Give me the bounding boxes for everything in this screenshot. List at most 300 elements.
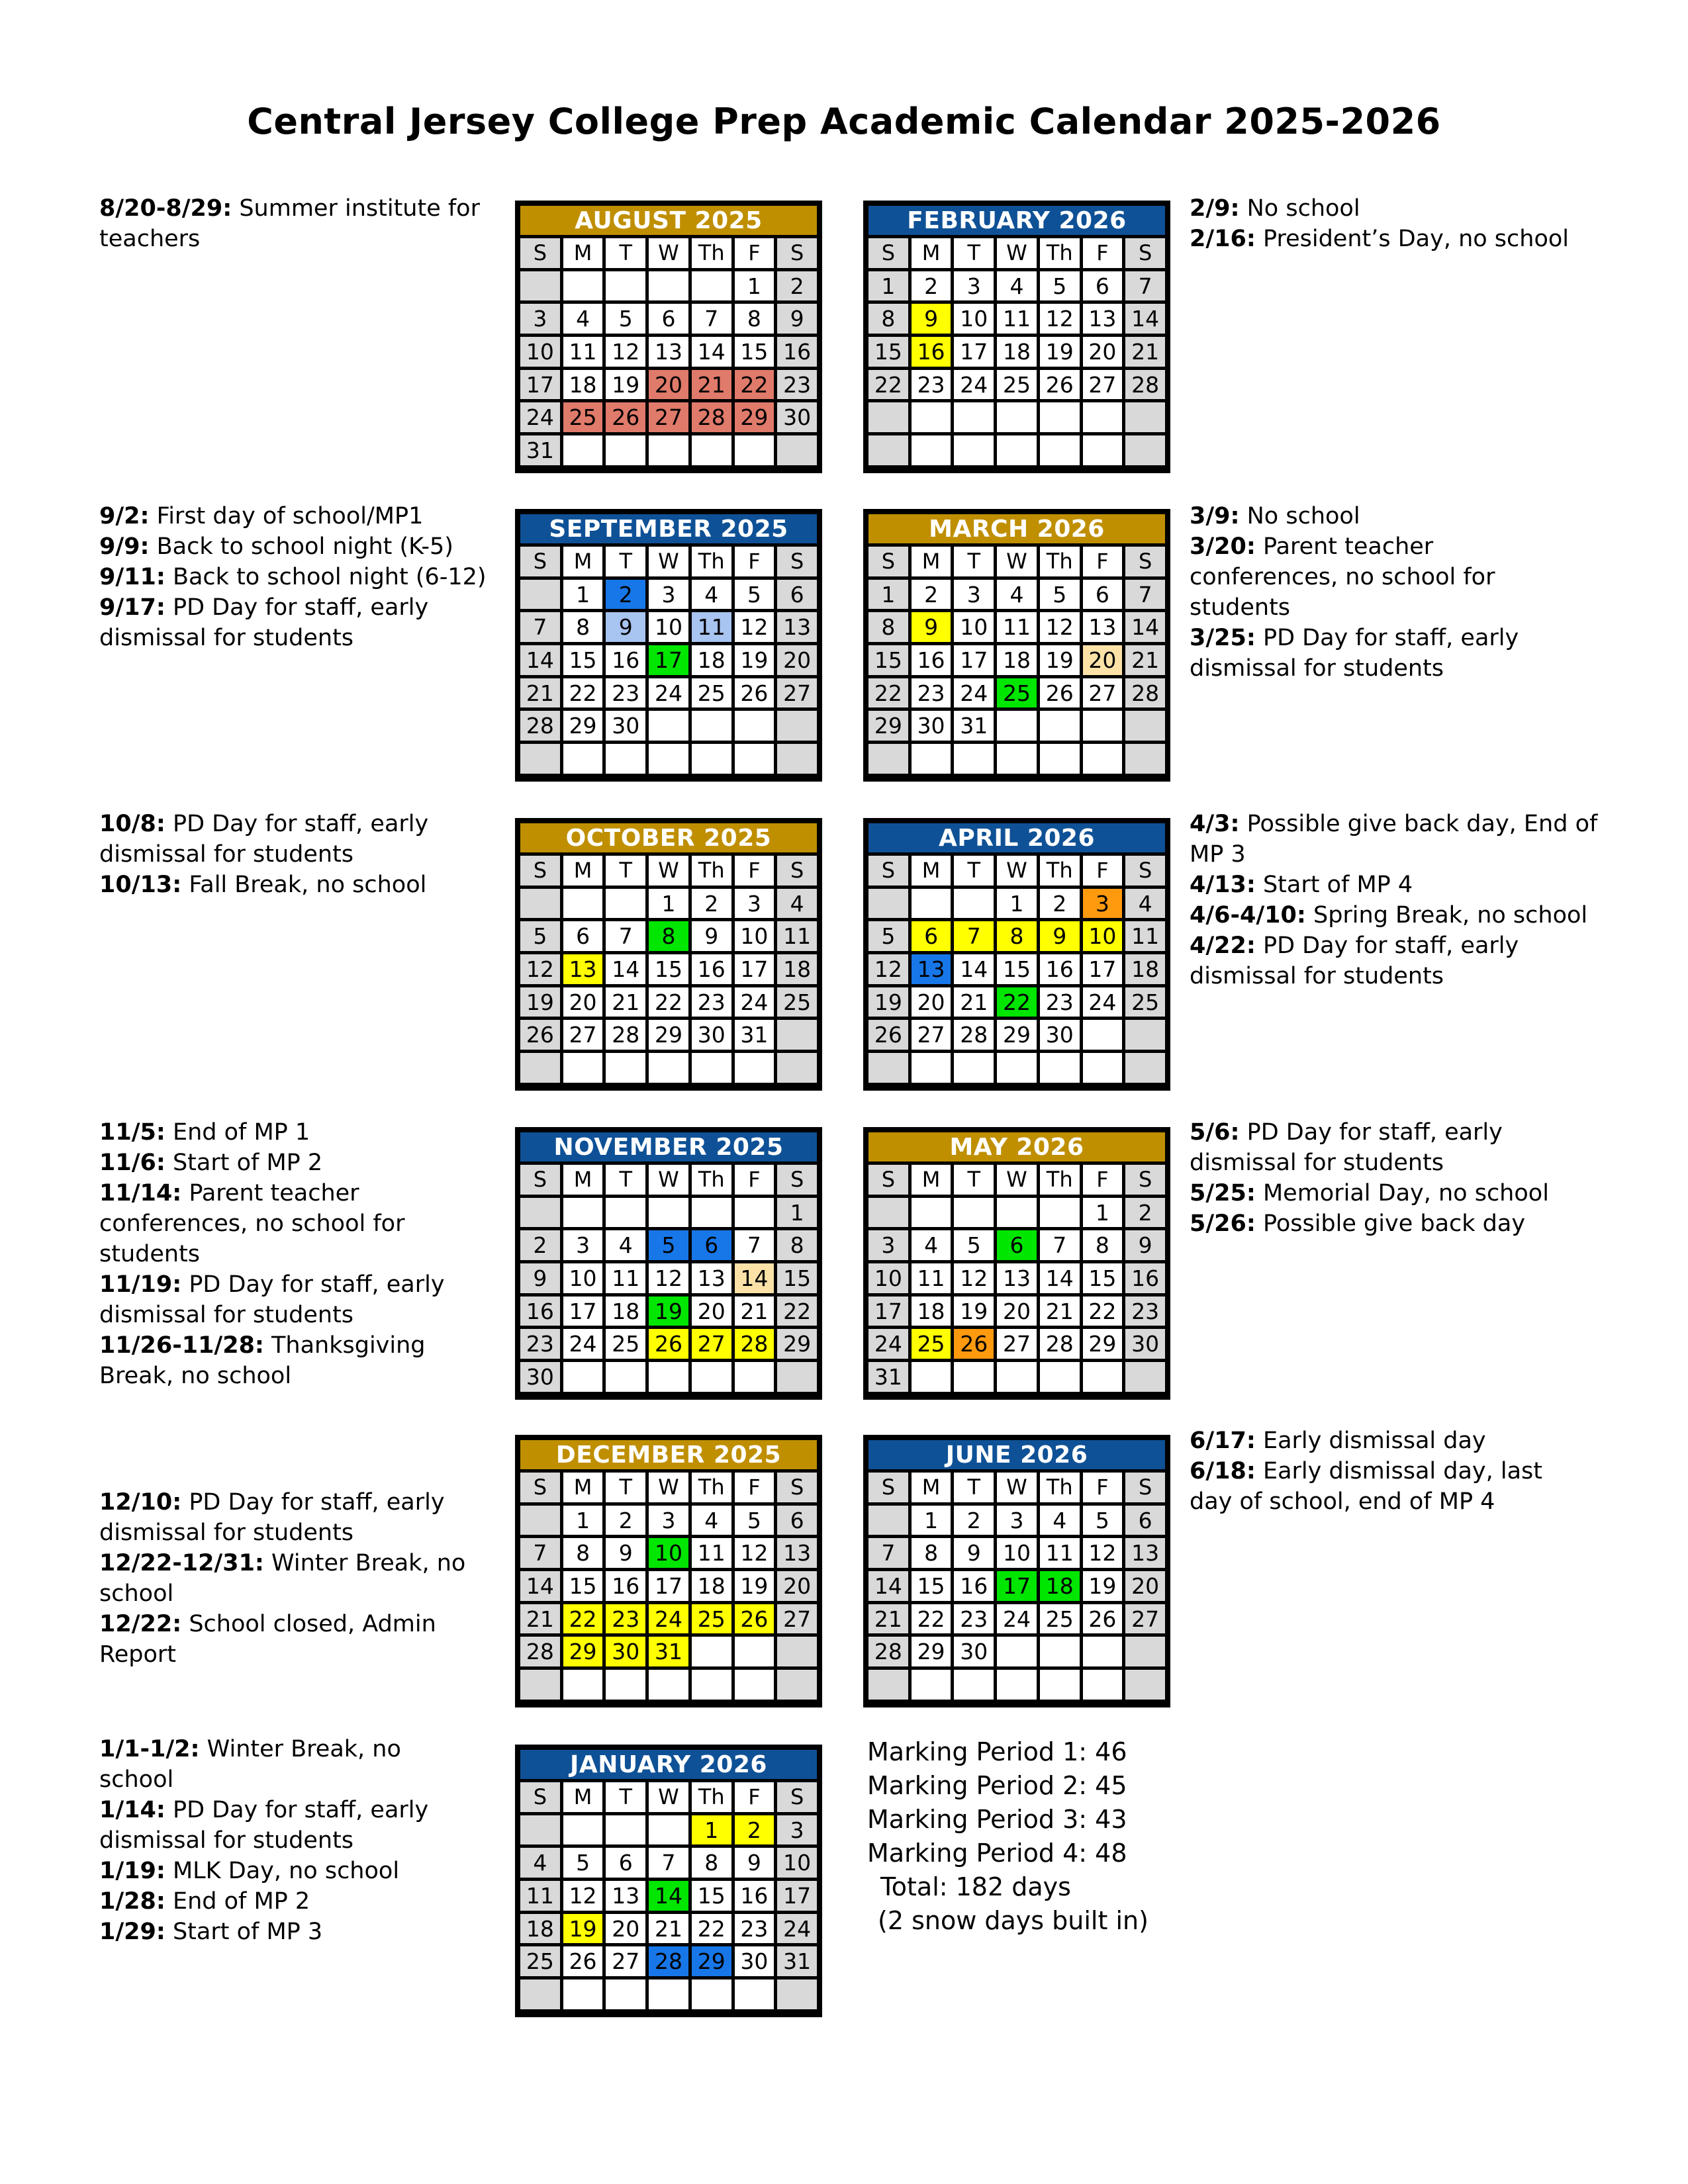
- day-cell: 19: [1040, 337, 1080, 367]
- day-cell: 6: [563, 921, 603, 951]
- day-cell: 30: [692, 1020, 731, 1050]
- empty-cell: [735, 1670, 774, 1700]
- day-cell: 21: [1040, 1297, 1080, 1326]
- empty-cell: [868, 889, 908, 919]
- empty-cell: [912, 1198, 951, 1228]
- day-cell: 11: [1125, 921, 1165, 951]
- weekday-label: Th: [1040, 547, 1080, 576]
- day-cell: 14: [954, 954, 994, 984]
- empty-cell: [606, 1362, 645, 1392]
- day-cell: 17: [868, 1297, 908, 1326]
- day-cell: 29: [997, 1020, 1037, 1050]
- day-cell: 22: [649, 987, 688, 1017]
- empty-cell: [997, 711, 1037, 741]
- weekday-label: F: [735, 238, 774, 268]
- day-cell: 20: [1083, 337, 1123, 367]
- weekday-label: F: [735, 1782, 774, 1812]
- day-cell-highlighted: 17: [649, 645, 688, 675]
- day-cell: 18: [563, 370, 603, 400]
- day-cell: 5: [1083, 1506, 1123, 1535]
- day-cell-highlighted: 25: [563, 402, 603, 432]
- empty-cell: [735, 435, 774, 465]
- note-text: Back to school night (6-12): [165, 564, 487, 590]
- day-cell: 7: [606, 921, 645, 951]
- day-cell-highlighted: 22: [997, 987, 1037, 1017]
- day-cell: 2: [777, 271, 817, 301]
- month-header: MAY 2026: [868, 1132, 1165, 1161]
- calendar-april-2026: [863, 818, 1170, 1091]
- empty-cell: [563, 1979, 603, 2009]
- day-cell: 5: [606, 304, 645, 334]
- empty-cell: [912, 1053, 951, 1083]
- day-cell: 26: [868, 1020, 908, 1050]
- day-cell: 11: [563, 337, 603, 367]
- day-cell: 13: [1125, 1538, 1165, 1568]
- note-date: 6/18:: [1190, 1458, 1256, 1484]
- day-cell-highlighted: 28: [735, 1329, 774, 1359]
- day-cell: 10: [777, 1848, 817, 1878]
- day-cell: 15: [563, 645, 603, 675]
- empty-cell: [563, 1362, 603, 1392]
- day-cell: 18: [1125, 954, 1165, 984]
- empty-cell: [606, 1979, 645, 2009]
- day-cell: 13: [1083, 304, 1123, 334]
- day-cell: 1: [1083, 1198, 1123, 1228]
- day-cell: 26: [1083, 1604, 1123, 1634]
- day-cell: 21: [735, 1297, 774, 1326]
- day-cell: 21: [606, 987, 645, 1017]
- day-cell: 17: [954, 337, 994, 367]
- weekday-label: W: [997, 1165, 1037, 1195]
- day-cell: 9: [692, 921, 731, 951]
- note-item: [1190, 870, 1600, 900]
- day-cell: 21: [520, 678, 560, 708]
- calendar-may-2026: [863, 1127, 1170, 1400]
- day-cell-highlighted: 21: [692, 370, 731, 400]
- weekday-label: T: [606, 547, 645, 576]
- day-cell: 27: [997, 1329, 1037, 1359]
- day-cell-highlighted: 6: [997, 1230, 1037, 1260]
- empty-cell: [1083, 744, 1123, 774]
- day-cell: 30: [954, 1637, 994, 1666]
- day-cell: 17: [954, 645, 994, 675]
- note-date: 12/22:: [99, 1611, 182, 1637]
- day-cell: 31: [954, 711, 994, 741]
- note-date: 5/25:: [1190, 1180, 1256, 1206]
- day-cell: 5: [1040, 580, 1080, 610]
- notes-may: [1190, 1117, 1587, 1239]
- day-cell: 7: [735, 1230, 774, 1260]
- note-item: [1190, 1426, 1587, 1456]
- day-cell: 10: [954, 612, 994, 642]
- note-item: [99, 1117, 470, 1148]
- empty-cell: [1040, 1670, 1080, 1700]
- day-cell: 31: [777, 1946, 817, 1976]
- note-text: PD Day for staff, early dismissal for students: [1190, 625, 1519, 682]
- day-cell: 28: [1125, 370, 1165, 400]
- day-cell: 3: [997, 1506, 1037, 1535]
- day-cell: 18: [692, 1571, 731, 1601]
- weekday-label: Th: [1040, 856, 1080, 886]
- day-cell: 15: [649, 954, 688, 984]
- day-cell: 4: [520, 1848, 560, 1878]
- day-cell: 4: [606, 1230, 645, 1260]
- note-item: [99, 1548, 477, 1609]
- note-date: 4/3:: [1190, 811, 1240, 837]
- month-header: JANUARY 2026: [520, 1750, 817, 1779]
- note-item: [1190, 531, 1560, 623]
- day-cell: 18: [912, 1297, 951, 1326]
- weekday-label: S: [520, 238, 560, 268]
- day-cell-highlighted: 26: [649, 1329, 688, 1359]
- weekday-label: S: [1125, 238, 1165, 268]
- day-cell: 10: [868, 1263, 908, 1293]
- day-cell: 30: [1040, 1020, 1080, 1050]
- day-cell: 1: [868, 580, 908, 610]
- notes-february: [1190, 193, 1600, 254]
- weekday-label: S: [777, 1782, 817, 1812]
- day-cell: 3: [868, 1230, 908, 1260]
- day-cell: 10: [954, 304, 994, 334]
- empty-cell: [1125, 1670, 1165, 1700]
- day-cell: 28: [1125, 678, 1165, 708]
- month-header: JUNE 2026: [868, 1440, 1165, 1469]
- weekday-label: T: [954, 856, 994, 886]
- weekday-label: M: [563, 547, 603, 576]
- day-cell-highlighted: 13: [912, 954, 951, 984]
- note-date: 6/17:: [1190, 1428, 1256, 1454]
- day-cell: 20: [912, 987, 951, 1017]
- day-cell: 3: [649, 580, 688, 610]
- weekday-label: T: [606, 856, 645, 886]
- month-grid: [520, 856, 817, 1083]
- day-cell: 8: [777, 1230, 817, 1260]
- note-date: 10/8:: [99, 811, 165, 837]
- day-cell: 23: [692, 987, 731, 1017]
- empty-cell: [912, 402, 951, 432]
- day-cell: 26: [520, 1020, 560, 1050]
- weekday-label: S: [868, 856, 908, 886]
- day-cell: 16: [606, 645, 645, 675]
- day-cell-highlighted: 27: [692, 1329, 731, 1359]
- empty-cell: [868, 1198, 908, 1228]
- note-item: [99, 501, 496, 531]
- empty-cell: [868, 402, 908, 432]
- day-cell: 3: [954, 580, 994, 610]
- empty-cell: [735, 744, 774, 774]
- day-cell: 2: [954, 1506, 994, 1535]
- day-cell: 2: [1125, 1198, 1165, 1228]
- weekday-label: S: [868, 1165, 908, 1195]
- day-cell: 25: [1125, 987, 1165, 1017]
- day-cell: 13: [649, 337, 688, 367]
- empty-cell: [563, 271, 603, 301]
- empty-cell: [649, 1670, 688, 1700]
- month-header: DECEMBER 2025: [520, 1440, 817, 1469]
- weekday-label: M: [563, 1782, 603, 1812]
- day-cell-highlighted: 3: [1083, 889, 1123, 919]
- note-text: Possible give back day, End of MP 3: [1190, 811, 1598, 868]
- month-grid: [520, 1165, 817, 1392]
- day-cell: 12: [735, 1538, 774, 1568]
- notes-january: [99, 1734, 470, 1947]
- empty-cell: [868, 435, 908, 465]
- weekday-label: S: [868, 547, 908, 576]
- note-item: [99, 592, 496, 653]
- day-cell: 19: [954, 1297, 994, 1326]
- page-title: Central Jersey College Prep Academic Calendar 2025-2026: [247, 101, 1441, 142]
- note-item: [99, 809, 477, 870]
- empty-cell: [606, 744, 645, 774]
- empty-cell: [777, 744, 817, 774]
- weekday-label: F: [1083, 547, 1123, 576]
- day-cell-highlighted: 16: [912, 337, 951, 367]
- day-cell: 25: [997, 370, 1037, 400]
- total-days: Total: 182 days: [880, 1872, 1071, 1901]
- day-cell-highlighted: 10: [649, 1538, 688, 1568]
- note-text: PD Day for staff, early dismissal for students: [99, 811, 429, 868]
- weekday-label: S: [1125, 1165, 1165, 1195]
- empty-cell: [563, 1198, 603, 1228]
- day-cell-highlighted: 26: [606, 402, 645, 432]
- empty-cell: [777, 1362, 817, 1392]
- day-cell: 6: [649, 304, 688, 334]
- day-cell: 13: [777, 1538, 817, 1568]
- day-cell: 23: [912, 678, 951, 708]
- empty-cell: [692, 1979, 731, 2009]
- weekday-label: S: [520, 1473, 560, 1502]
- note-date: 1/28:: [99, 1888, 165, 1915]
- day-cell: 31: [735, 1020, 774, 1050]
- day-cell: 7: [692, 304, 731, 334]
- day-cell: 22: [777, 1297, 817, 1326]
- day-cell: 24: [649, 678, 688, 708]
- day-cell-highlighted: 18: [1040, 1571, 1080, 1601]
- day-cell: 6: [777, 580, 817, 610]
- day-cell: 30: [1125, 1329, 1165, 1359]
- empty-cell: [954, 1053, 994, 1083]
- day-cell: 4: [692, 580, 731, 610]
- weekday-label: Th: [692, 856, 731, 886]
- day-cell: 23: [912, 370, 951, 400]
- snow-days-note: (2 snow days built in): [878, 1906, 1149, 1935]
- empty-cell: [777, 1637, 817, 1666]
- empty-cell: [1125, 1362, 1165, 1392]
- day-cell-highlighted: 8: [997, 921, 1037, 951]
- day-cell: 29: [912, 1637, 951, 1666]
- weekday-label: Th: [1040, 238, 1080, 268]
- weekday-label: F: [1083, 1165, 1123, 1195]
- day-cell: 1: [735, 271, 774, 301]
- day-cell-highlighted: 25: [997, 678, 1037, 708]
- weekday-label: Th: [692, 1165, 731, 1195]
- weekday-label: F: [1083, 1473, 1123, 1502]
- day-cell: 12: [520, 954, 560, 984]
- day-cell: 7: [868, 1538, 908, 1568]
- day-cell-highlighted: 11: [692, 612, 731, 642]
- weekday-label: T: [954, 238, 994, 268]
- day-cell: 21: [1125, 645, 1165, 675]
- day-cell: 26: [563, 1946, 603, 1976]
- note-item: [99, 1917, 470, 1947]
- weekday-label: Th: [692, 1782, 731, 1812]
- note-date: 12/22-12/31:: [99, 1550, 264, 1576]
- empty-cell: [692, 1637, 731, 1666]
- marking-period-4: Marking Period 4: 48: [867, 1839, 1127, 1868]
- note-item: [99, 562, 496, 592]
- day-cell: 12: [1040, 612, 1080, 642]
- note-item: [99, 1178, 470, 1269]
- day-cell: 28: [520, 1637, 560, 1666]
- note-date: 11/26-11/28:: [99, 1332, 264, 1359]
- day-cell-highlighted: 20: [649, 370, 688, 400]
- empty-cell: [777, 1053, 817, 1083]
- marking-period-2: Marking Period 2: 45: [867, 1771, 1127, 1800]
- day-cell: 23: [735, 1914, 774, 1944]
- empty-cell: [1083, 1053, 1123, 1083]
- note-date: 12/10:: [99, 1489, 182, 1516]
- day-cell-highlighted: 5: [649, 1230, 688, 1260]
- note-text: Start of MP 3: [165, 1919, 323, 1945]
- weekday-label: W: [997, 1473, 1037, 1502]
- day-cell: 28: [954, 1020, 994, 1050]
- note-text: President’s Day, no school: [1255, 226, 1570, 252]
- calendar-august-2025: [515, 201, 822, 473]
- empty-cell: [1040, 1637, 1080, 1666]
- day-cell-highlighted: 19: [649, 1297, 688, 1326]
- note-date: 4/13:: [1190, 872, 1256, 898]
- day-cell: 9: [735, 1848, 774, 1878]
- empty-cell: [606, 1198, 645, 1228]
- weekday-label: F: [735, 1165, 774, 1195]
- day-cell: 28: [520, 711, 560, 741]
- day-cell: 1: [777, 1198, 817, 1228]
- day-cell: 8: [912, 1538, 951, 1568]
- day-cell: 16: [606, 1571, 645, 1601]
- empty-cell: [912, 889, 951, 919]
- day-cell: 22: [912, 1604, 951, 1634]
- day-cell: 15: [912, 1571, 951, 1601]
- month-grid: [520, 1473, 817, 1700]
- empty-cell: [520, 271, 560, 301]
- empty-cell: [692, 435, 731, 465]
- empty-cell: [692, 1670, 731, 1700]
- empty-cell: [912, 435, 951, 465]
- weekday-label: W: [997, 856, 1037, 886]
- note-date: 10/13:: [99, 872, 182, 898]
- day-cell: 4: [777, 889, 817, 919]
- weekday-label: F: [735, 547, 774, 576]
- note-item: [1190, 1178, 1587, 1208]
- note-date: 4/22:: [1190, 933, 1256, 959]
- note-item: [99, 531, 496, 562]
- day-cell: 4: [692, 1506, 731, 1535]
- weekday-label: F: [1083, 856, 1123, 886]
- empty-cell: [649, 1815, 688, 1845]
- day-cell: 13: [606, 1881, 645, 1911]
- month-grid: [520, 1782, 817, 2009]
- day-cell-highlighted: 1: [692, 1815, 731, 1845]
- day-cell: 19: [520, 987, 560, 1017]
- month-header: APRIL 2026: [868, 823, 1165, 852]
- empty-cell: [954, 1670, 994, 1700]
- note-text: MLK Day, no school: [165, 1858, 400, 1884]
- marking-period-1: Marking Period 1: 46: [867, 1737, 1127, 1766]
- day-cell: 11: [777, 921, 817, 951]
- notes-august: [99, 193, 496, 254]
- note-item: [99, 1886, 470, 1917]
- empty-cell: [868, 1053, 908, 1083]
- day-cell: 11: [997, 612, 1037, 642]
- day-cell: 4: [997, 271, 1037, 301]
- day-cell: 15: [563, 1571, 603, 1601]
- weekday-label: W: [649, 1165, 688, 1195]
- notes-december: [99, 1487, 477, 1670]
- empty-cell: [997, 1637, 1037, 1666]
- note-date: 9/11:: [99, 564, 165, 590]
- day-cell: 28: [1040, 1329, 1080, 1359]
- empty-cell: [735, 1362, 774, 1392]
- empty-cell: [563, 1815, 603, 1845]
- day-cell: 1: [868, 271, 908, 301]
- empty-cell: [1125, 402, 1165, 432]
- note-date: 8/20-8/29:: [99, 195, 232, 222]
- day-cell: 27: [912, 1020, 951, 1050]
- note-text: Winter Break, no school: [99, 1550, 466, 1607]
- day-cell: 18: [520, 1914, 560, 1944]
- day-cell: 17: [777, 1881, 817, 1911]
- day-cell: 11: [606, 1263, 645, 1293]
- weekday-label: M: [912, 547, 951, 576]
- empty-cell: [954, 1362, 994, 1392]
- day-cell: 19: [735, 645, 774, 675]
- note-text: Thanksgiving Break, no school: [99, 1332, 426, 1389]
- empty-cell: [649, 1979, 688, 2009]
- day-cell-highlighted: 29: [735, 402, 774, 432]
- weekday-label: T: [606, 1165, 645, 1195]
- day-cell: 1: [649, 889, 688, 919]
- day-cell: 27: [606, 1946, 645, 1976]
- empty-cell: [1040, 744, 1080, 774]
- day-cell: 15: [997, 954, 1037, 984]
- day-cell: 22: [868, 678, 908, 708]
- note-text: Start of MP 2: [165, 1150, 323, 1176]
- day-cell: 21: [649, 1914, 688, 1944]
- day-cell: 25: [692, 678, 731, 708]
- day-cell: 31: [868, 1362, 908, 1392]
- note-item: [99, 1148, 470, 1178]
- empty-cell: [1040, 402, 1080, 432]
- note-date: 3/25:: [1190, 625, 1256, 651]
- notes-september: [99, 501, 496, 653]
- day-cell: 23: [606, 678, 645, 708]
- weekday-label: F: [1083, 238, 1123, 268]
- day-cell: 14: [1125, 612, 1165, 642]
- day-cell: 25: [777, 987, 817, 1017]
- day-cell: 18: [606, 1297, 645, 1326]
- day-cell-highlighted: 23: [606, 1604, 645, 1634]
- empty-cell: [1125, 711, 1165, 741]
- day-cell: 8: [563, 612, 603, 642]
- note-item: [1190, 931, 1600, 991]
- day-cell: 20: [606, 1914, 645, 1944]
- note-item: [1190, 1208, 1587, 1239]
- day-cell: 8: [563, 1538, 603, 1568]
- month-grid: [520, 238, 817, 465]
- day-cell: 12: [563, 1881, 603, 1911]
- day-cell: 24: [735, 987, 774, 1017]
- day-cell: 1: [563, 1506, 603, 1535]
